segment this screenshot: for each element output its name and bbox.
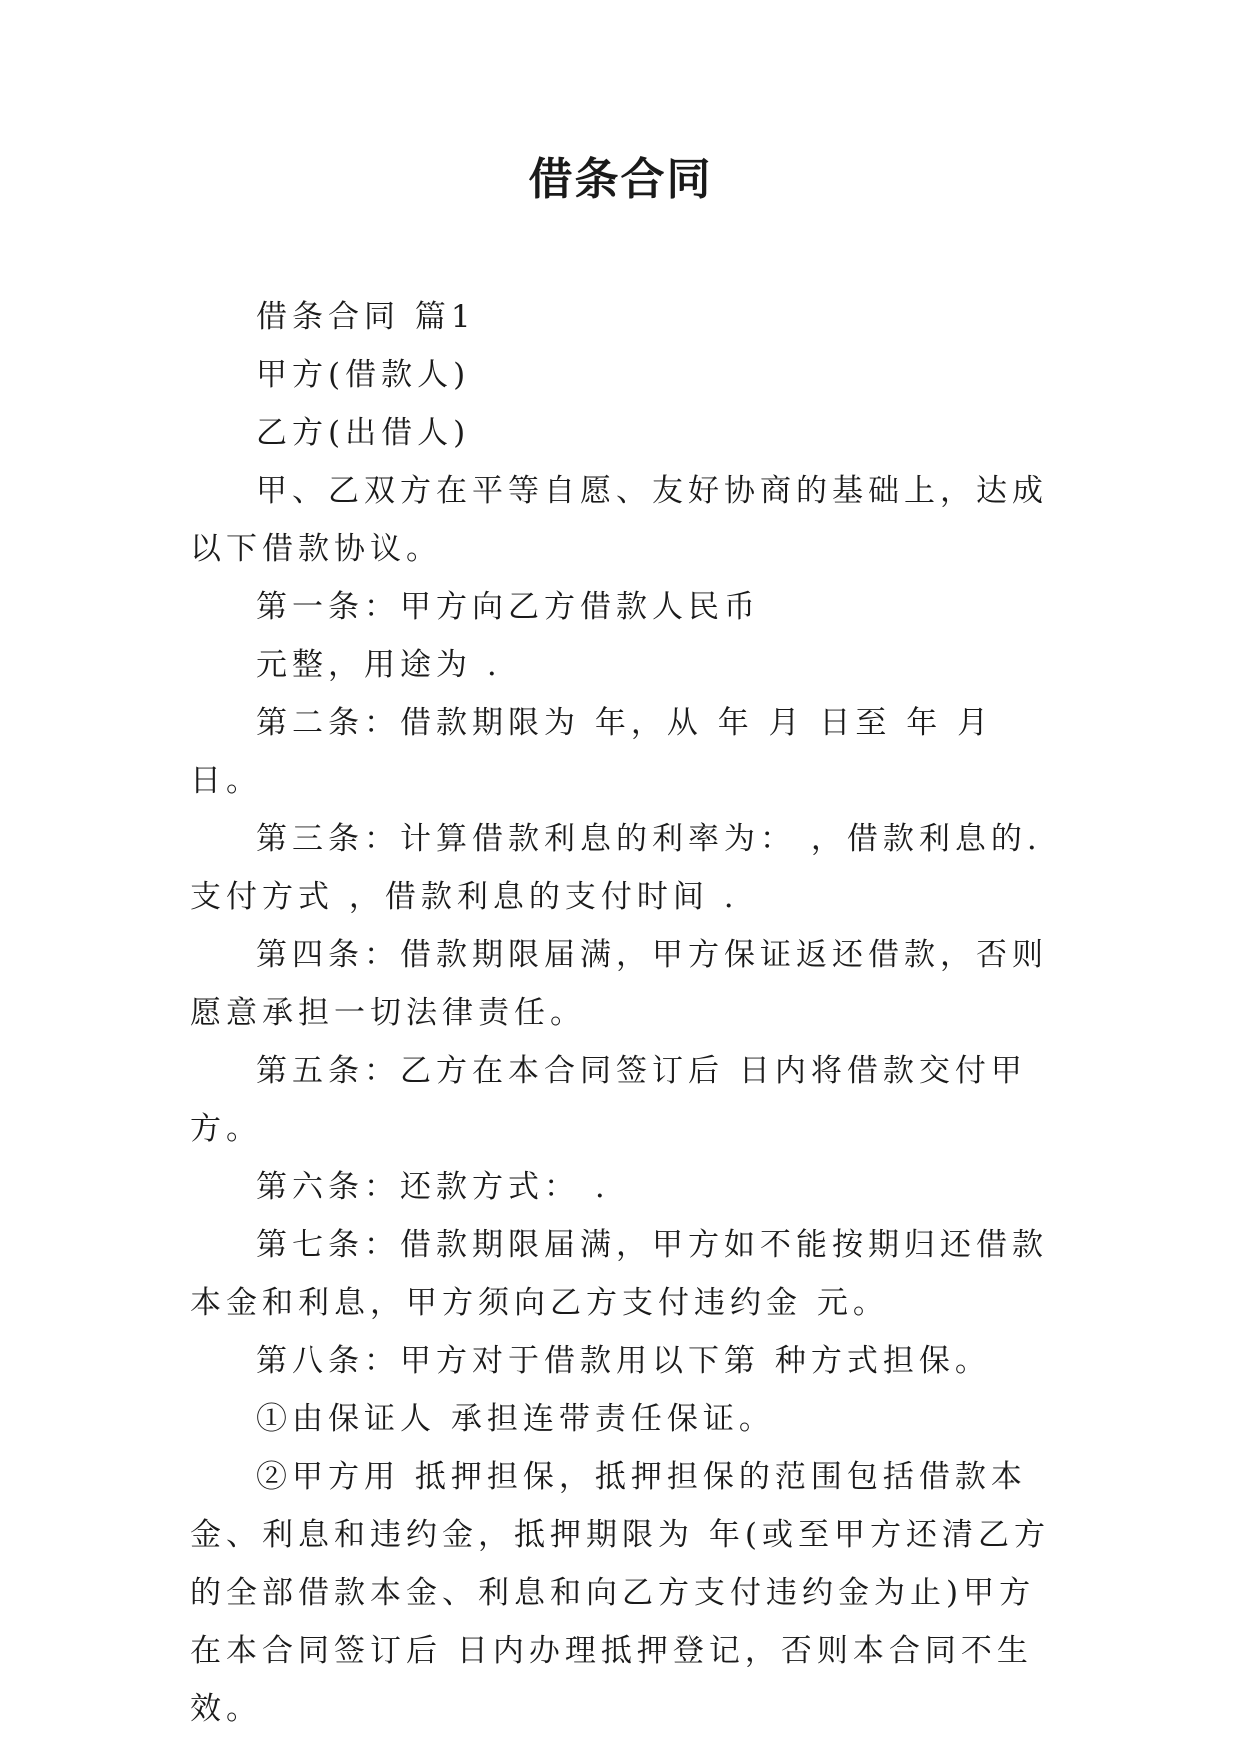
- preamble-paragraph: 甲、乙双方在平等自愿、友好协商的基础上，达成以下借款协议。: [190, 473, 1048, 567]
- party-b-line: 乙方(出借人): [256, 415, 471, 451]
- clause-1: 第一条：甲方向乙方借款人民币: [256, 589, 760, 625]
- document-title: 借条合同: [528, 154, 713, 205]
- party-a-line: 甲方(借款人): [256, 357, 471, 393]
- clause-4: 第四条：借款期限届满，甲方保证返还借款，否则愿意承担一切法律责任。: [190, 937, 1048, 1031]
- clause-2: 第二条：借款期限为 年，从 年 月 日至 年 月 日。: [190, 705, 1008, 799]
- guarantee-option-1: ①由保证人 承担连带责任保证。: [256, 1401, 775, 1437]
- clause-1-continued: 元整，用途为 .: [256, 647, 502, 683]
- section-heading: 借条合同 篇1: [256, 299, 476, 335]
- clause-5: 第五条：乙方在本合同签订后 日内将借款交付甲方。: [190, 1053, 1027, 1147]
- document-body: [190, 288, 1050, 1738]
- guarantee-option-2: ②甲方用 抵押担保，抵押担保的范围包括借款本金、利息和违约金，抵押期限为 年(或至甲方还清乙方的全部借款本金、利息和向乙方支付违约金为止)甲方在本合同签订后 日内办理抵押登记，否则本合同不生效。: [190, 1459, 1050, 1727]
- clause-8: 第八条：甲方对于借款用以下第 种方式担保。: [256, 1343, 991, 1379]
- clause-6: 第六条：还款方式： .: [256, 1169, 610, 1205]
- clause-3: 第三条：计算借款利息的利率为： ，借款利息的.支付方式 ，借款利息的支付时间 .: [190, 821, 1042, 915]
- clause-7: 第七条：借款期限届满，甲方如不能按期归还借款本金和利息，甲方须向乙方支付违约金 元。: [190, 1227, 1048, 1321]
